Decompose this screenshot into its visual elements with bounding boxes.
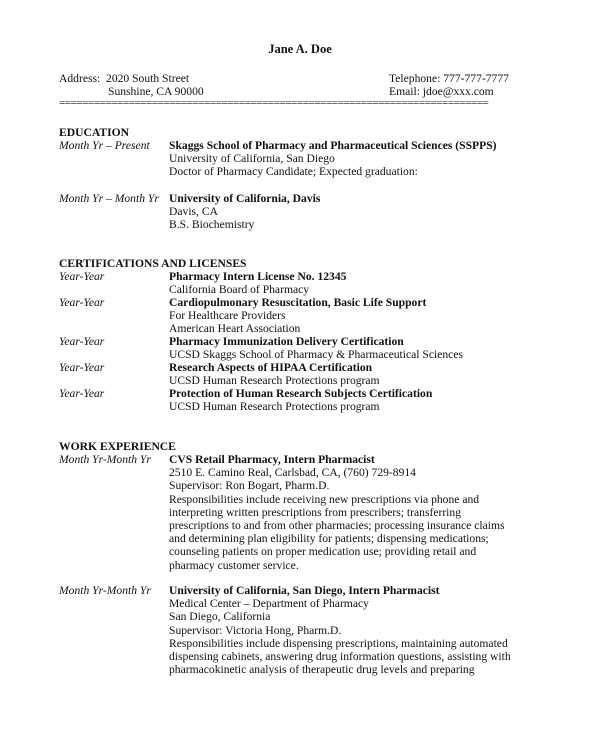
entry-line: UCSD Human Research Protections program <box>169 374 380 388</box>
responsibility-line: counseling patients on proper medication use; providing retail and <box>169 545 477 559</box>
certification-entry <box>59 296 539 336</box>
entry-heading: Skaggs School of Pharmacy and Pharmaceutical Sciences (SSPPS) <box>169 139 497 152</box>
certification-entry <box>59 361 539 387</box>
entry-heading: Protection of Human Research Subjects Certification <box>169 387 433 400</box>
telephone: Telephone: 777-777-7777 <box>389 72 509 85</box>
header-divider: ========================================================================== <box>59 97 489 109</box>
address-street: 2020 South Street <box>106 72 190 85</box>
certifications-heading: CERTIFICATIONS AND LICENSES <box>59 257 247 270</box>
entry-line: UCSD Skaggs School of Pharmacy & Pharmaceutical Sciences <box>169 348 463 362</box>
education-heading: EDUCATION <box>59 126 129 139</box>
responsibility-line: pharmacy customer service. <box>169 558 299 572</box>
responsibility-line: dispensing cabinets, answering drug information questions, assisting with <box>169 650 511 664</box>
entry-date: Year-Year <box>59 270 105 283</box>
entry-heading: Cardiopulmonary Resuscitation, Basic Life Support <box>169 296 427 309</box>
work-entry <box>59 453 539 572</box>
responsibility-line: Responsibilities include receiving new prescriptions via phone and <box>169 492 480 506</box>
entry-line: 2510 E. Camino Real, Carlsbad, CA, (760) 729-8914 <box>169 466 416 480</box>
entry-line: Doctor of Pharmacy Candidate; Expected graduation: <box>169 165 418 179</box>
entry-date: Year-Year <box>59 387 105 400</box>
contact-block <box>389 72 509 98</box>
entry-heading: University of California, Davis <box>169 192 321 205</box>
work-entry <box>59 584 539 676</box>
address-line-1 <box>59 72 204 85</box>
candidate-name: Jane A. Doe <box>268 42 332 56</box>
entry-date: Month Yr – Present <box>59 139 150 152</box>
entry-date: Year-Year <box>59 296 105 309</box>
entry-heading: Pharmacy Immunization Delivery Certification <box>169 335 404 348</box>
entry-line: San Diego, California <box>169 610 271 624</box>
address-label: Address: <box>59 72 101 85</box>
entry-line: California Board of Pharmacy <box>169 283 310 297</box>
entry-heading: Pharmacy Intern License No. 12345 <box>169 270 347 283</box>
certification-entry <box>59 335 539 361</box>
entry-line: American Heart Association <box>169 322 301 336</box>
entry-date: Month Yr – Month Yr <box>59 192 159 205</box>
entry-line: Supervisor: Victoria Hong, Pharm.D. <box>169 623 342 637</box>
entry-line: For Healthcare Providers <box>169 309 286 323</box>
entry-date: Month Yr-Month Yr <box>59 453 151 466</box>
education-entry <box>59 139 539 179</box>
entry-line: Supervisor: Ron Bogart, Pharm.D. <box>169 479 330 493</box>
certification-entry <box>59 270 539 296</box>
entry-date: Year-Year <box>59 361 105 374</box>
entry-line: B.S. Biochemistry <box>169 218 255 232</box>
entry-heading: Research Aspects of HIPAA Certification <box>169 361 373 374</box>
responsibility-line: Responsibilities include dispensing prescriptions, maintaining automated <box>169 636 508 650</box>
responsibility-line: prescriptions to and from other pharmacies; processing insurance claims <box>169 519 505 533</box>
entry-line: University of California, San Diego <box>169 152 335 166</box>
entry-date: Year-Year <box>59 335 105 348</box>
address-line-2: Sunshine, CA 90000 <box>108 85 204 99</box>
entry-heading: CVS Retail Pharmacy, Intern Pharmacist <box>169 453 375 466</box>
responsibility-line: interpreting written prescriptions from prescribers; transferring <box>169 505 462 519</box>
entry-line: Davis, CA <box>169 205 218 219</box>
responsibility-line: and determining plan eligibility for patients; dispensing medications; <box>169 532 489 546</box>
certification-entry <box>59 387 539 413</box>
email: Email: jdoe@xxx.com <box>389 85 494 99</box>
entry-date: Month Yr-Month Yr <box>59 584 151 597</box>
entry-heading: University of California, San Diego, Intern Pharmacist <box>169 584 440 597</box>
responsibility-line: pharmacokinetic analysis of therapeutic drug levels and preparing <box>169 663 475 677</box>
address-block <box>59 72 204 98</box>
entry-line: Medical Center – Department of Pharmacy <box>169 597 369 611</box>
education-entry <box>59 192 539 232</box>
work-experience-heading: WORK EXPERIENCE <box>59 440 176 453</box>
entry-line: UCSD Human Research Protections program <box>169 400 380 414</box>
